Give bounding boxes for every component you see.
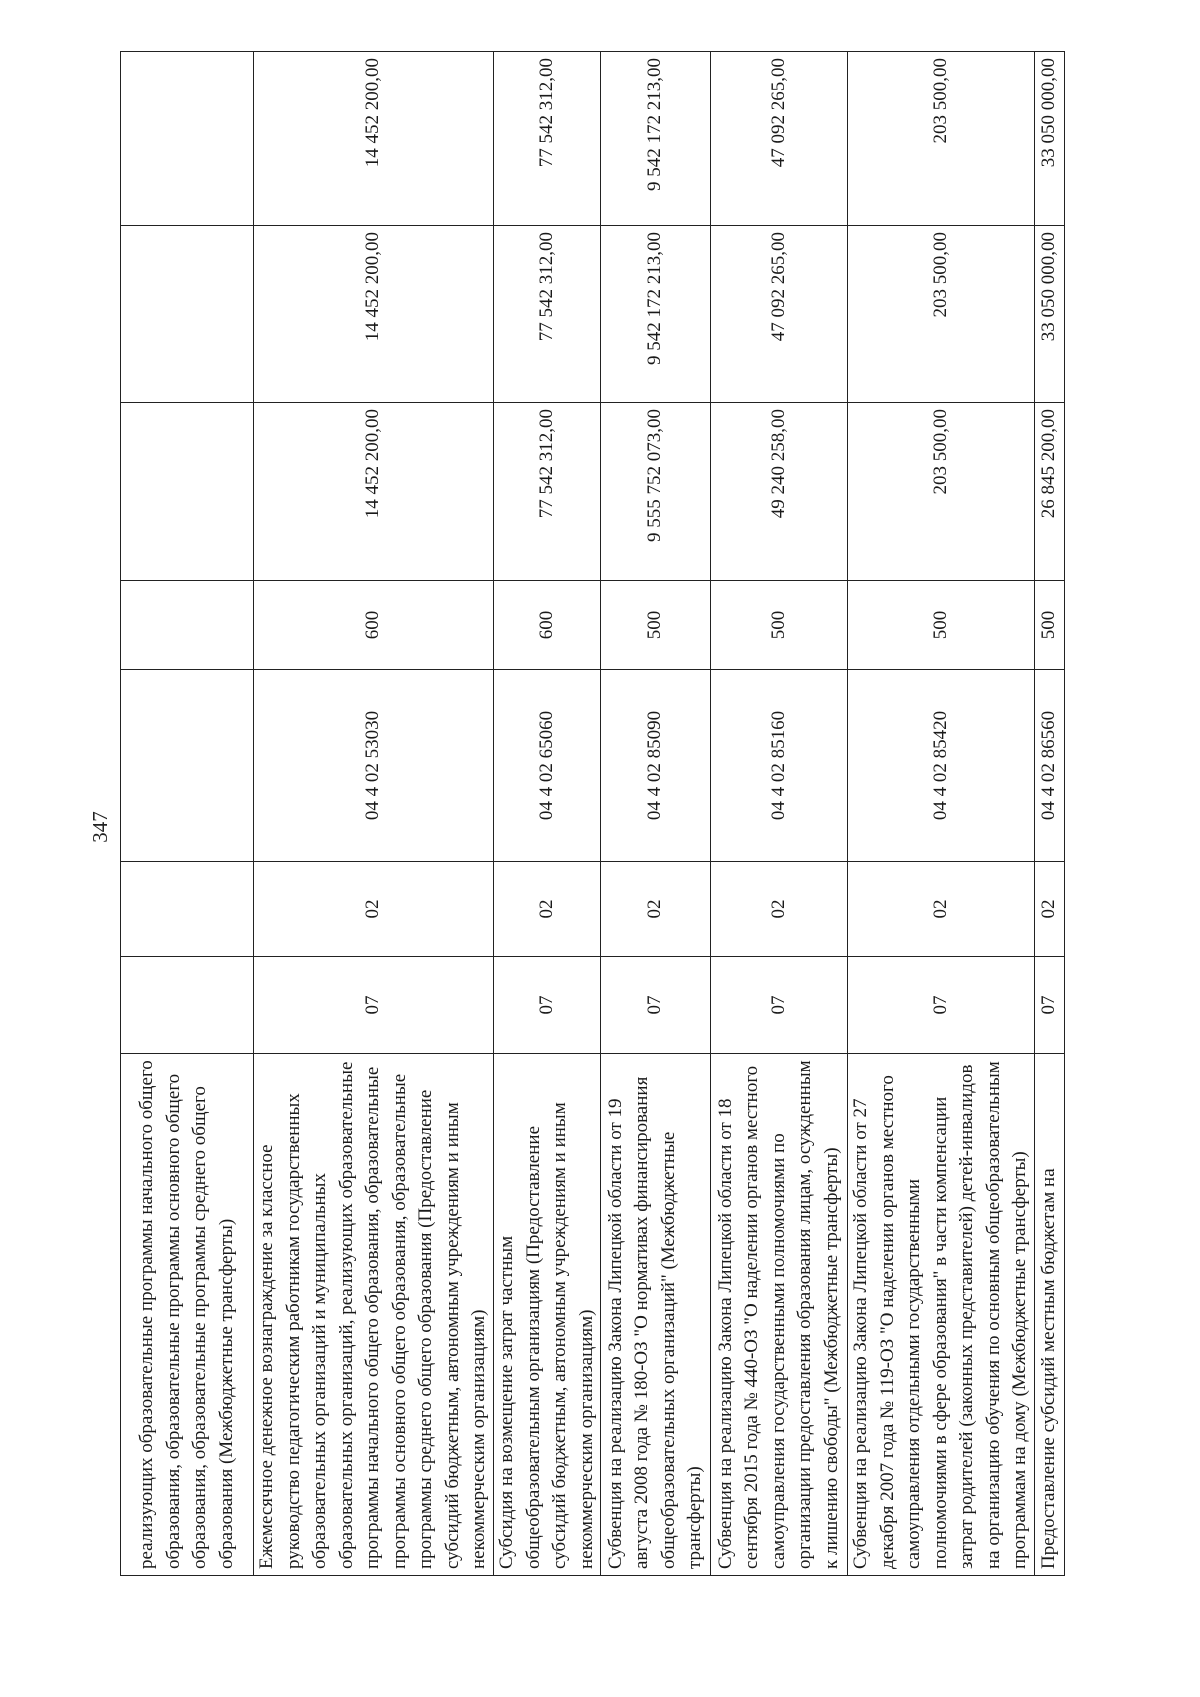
row-amount-2: 14 452 200,00 [254,226,494,403]
table-row [494,52,601,1576]
row-amount-1 [121,403,254,581]
row-amount-1: 49 240 258,00 [711,403,848,581]
row-amount-3: 14 452 200,00 [254,52,494,226]
row-amount-2: 77 542 312,00 [494,226,601,403]
row-target-code: 04 4 02 85160 [711,670,848,862]
table-row [711,52,848,1576]
rotated-table-container [120,52,1120,1576]
row-expense-type [121,581,254,670]
row-target-code: 04 4 02 53030 [254,670,494,862]
row-expense-type: 500 [1035,581,1065,670]
row-amount-1: 14 452 200,00 [254,403,494,581]
row-target-code: 04 4 02 85090 [601,670,711,862]
row-expense-type: 500 [711,581,848,670]
row-amount-3 [121,52,254,226]
row-description: Субвенция на реализацию Закона Липецкой области от 18 сентября 2015 года № 440-ОЗ "О наделении органов местного самоуправления государственными полномочиями по организации предоставления образования лицам, осужденным к лишению свободы" (Межбюджетные трансферты) [711,1054,848,1576]
row-subsection: 02 [601,862,711,957]
row-target-code: 04 4 02 86560 [1035,670,1065,862]
row-amount-2: 9 542 172 213,00 [601,226,711,403]
row-amount-2: 203 500,00 [848,226,1035,403]
row-expense-type: 500 [601,581,711,670]
page-number: 347 [88,811,112,843]
row-amount-3: 47 092 265,00 [711,52,848,226]
row-amount-3: 33 050 000,00 [1035,52,1065,226]
row-target-code: 04 4 02 65060 [494,670,601,862]
row-description: Предоставление субсидий местным бюджетам на [1035,1054,1065,1576]
table-row [254,52,494,1576]
row-subsection: 02 [711,862,848,957]
row-subsection: 02 [1035,862,1065,957]
row-amount-3: 9 542 172 213,00 [601,52,711,226]
row-amount-3: 77 542 312,00 [494,52,601,226]
row-amount-1: 203 500,00 [848,403,1035,581]
row-target-code [121,670,254,862]
row-description: Субвенция на реализацию Закона Липецкой области от 27 декабря 2007 года № 119-ОЗ "О наделении органов местного самоуправления отдельными государственными полномочиями в сфере образования" в части компенсации затрат родителей (законных представителей) детей-инвалидов на организацию обучения по основным общеобразовательным программам на дому (Межбюджетные трансферты) [848,1054,1035,1576]
budget-table [120,51,1065,1576]
row-amount-2: 47 092 265,00 [711,226,848,403]
row-section [121,957,254,1054]
row-description: Субсидия на возмещение затрат частным общеобразовательным организациям (Предоставление субсидий бюджетным, автономным учреждениям и иным некоммерческим организациям) [494,1054,601,1576]
table-row [848,52,1035,1576]
row-expense-type: 600 [254,581,494,670]
row-subsection: 02 [494,862,601,957]
row-section: 07 [254,957,494,1054]
table-row [121,52,254,1576]
row-description: реализующих образовательные программы начального общего образования, образовательные программы основного общего образования, образовательные программы среднего общего образования (Межбюджетные трансферты) [121,1054,254,1576]
row-section: 07 [711,957,848,1054]
row-description: Ежемесячное денежное вознаграждение за классное руководство педагогическим работникам государственных образовательных организаций и муниципальных образовательных организаций, реализующих образовательные программы начального общего образования, образовательные программы основного общего образования, образовательные программы среднего общего образования (Предоставление субсидий бюджетным, автономным учреждениям и иным некоммерческим организациям) [254,1054,494,1576]
row-section: 07 [601,957,711,1054]
row-amount-2 [121,226,254,403]
row-amount-1: 26 845 200,00 [1035,403,1065,581]
row-subsection [121,862,254,957]
row-expense-type: 500 [848,581,1035,670]
row-subsection: 02 [848,862,1035,957]
row-section: 07 [848,957,1035,1054]
row-target-code: 04 4 02 85420 [848,670,1035,862]
row-expense-type: 600 [494,581,601,670]
table-row [1035,52,1065,1576]
row-amount-1: 77 542 312,00 [494,403,601,581]
row-amount-1: 9 555 752 073,00 [601,403,711,581]
row-section: 07 [494,957,601,1054]
row-section: 07 [1035,957,1065,1054]
row-amount-3: 203 500,00 [848,52,1035,226]
row-amount-2: 33 050 000,00 [1035,226,1065,403]
table-row [601,52,711,1576]
row-subsection: 02 [254,862,494,957]
row-description: Субвенция на реализацию Закона Липецкой области от 19 августа 2008 года № 180-ОЗ "О нормативах финансирования общеобразовательных организаций" (Межбюджетные трансферты) [601,1054,711,1576]
